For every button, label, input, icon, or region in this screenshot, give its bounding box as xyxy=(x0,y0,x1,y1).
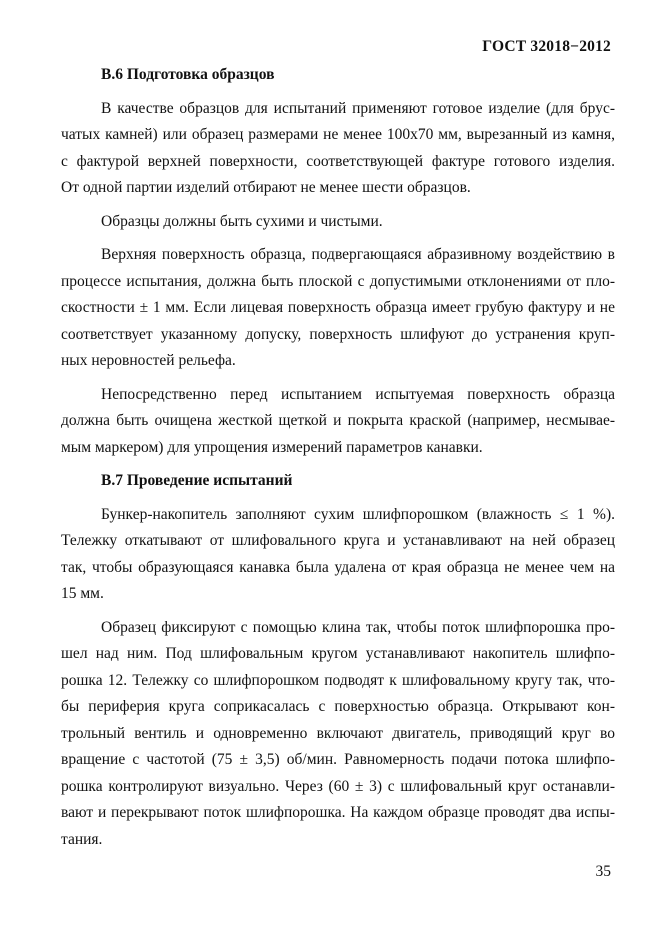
text-line: тания. xyxy=(61,830,103,848)
text-line: так, чтобы образующаяся канавка была удалена от края образца не менее чем на xyxy=(61,558,615,576)
text-line: соответствует указанному допуску, поверхность шлифуют до устранения круп- xyxy=(61,325,615,343)
text-line: 15 мм. xyxy=(61,585,104,602)
page-number: 35 xyxy=(595,863,611,880)
text-line: Непосредственно перед испытанием испытуемая поверхность образца xyxy=(101,385,615,403)
text-line: с фактурой верхней поверхности, соответствующей фактуре готового изделия. xyxy=(61,152,615,170)
paragraph xyxy=(61,96,615,202)
text-line: Образцы должны быть сухими и чистыми. xyxy=(101,212,383,230)
document-code: ГОСТ 32018−2012 xyxy=(482,38,611,55)
text-line: шел над ним. Под шлифовальным кругом устанавливают накопитель шлифпо- xyxy=(61,645,615,662)
text-line: Тележку откатывают от шлифовального круга и устанавливают на ней образец xyxy=(61,532,615,549)
text-line: чатых камней) или образец размерами не менее 100х70 мм, вырезанный из камня, xyxy=(61,126,615,143)
text-line: бы периферия круга соприкасалась с поверхностью образца. Открывают кон- xyxy=(61,698,615,715)
paragraph xyxy=(61,242,615,375)
text-line: вращение с частотой (75 ± 3,5) об/мин. Равномерность подачи потока шлифпо- xyxy=(61,751,615,768)
paragraph xyxy=(61,502,615,608)
section-heading: В.7 Проведение испытаний xyxy=(101,472,293,489)
text-line: В качестве образцов для испытаний применяют готовое изделие (для брус- xyxy=(101,99,615,117)
text-line: трольный вентиль и одновременно включают двигатель, приводящий круг во xyxy=(61,724,615,742)
text-line: процессе испытания, должна быть плоской с допустимыми отклонениями от пло- xyxy=(61,272,615,290)
text-line: От одной партии изделий отбирают не менее шести образцов. xyxy=(61,179,471,196)
document-body xyxy=(61,62,615,853)
text-line: Образец фиксируют с помощью клина так, чтобы поток шлифпорошка про- xyxy=(101,618,615,636)
text-line: мым маркером) для упрощения измерений параметров канавки. xyxy=(61,438,483,456)
text-line: вают и перекрывают поток шлифпорошка. На каждом образце проводят два испы- xyxy=(61,804,615,821)
paragraph xyxy=(61,209,615,236)
section-heading: В.6 Подготовка образцов xyxy=(101,66,275,83)
text-line: скостности ± 1 мм. Если лицевая поверхность образца имеет грубую фактуру и не xyxy=(61,299,615,316)
text-line: должна быть очищена жесткой щеткой и покрыта краской (например, несмывае- xyxy=(61,412,615,429)
paragraph xyxy=(61,615,615,854)
text-line: Бункер-накопитель заполняют сухим шлифпорошком (влажность ≤ 1 %). xyxy=(101,505,615,523)
text-line: рошка контролируют визуально. Через (60 ± 3) с шлифовальный круг останавли- xyxy=(61,777,615,795)
text-line: ных неровностей рельефа. xyxy=(61,352,236,369)
text-line: рошка 12. Тележку со шлифпорошком подводят к шлифовальному кругу так, что- xyxy=(61,671,615,689)
paragraph xyxy=(61,382,615,462)
text-line: Верхняя поверхность образца, подвергающаяся абразивному воздействию в xyxy=(101,246,615,263)
